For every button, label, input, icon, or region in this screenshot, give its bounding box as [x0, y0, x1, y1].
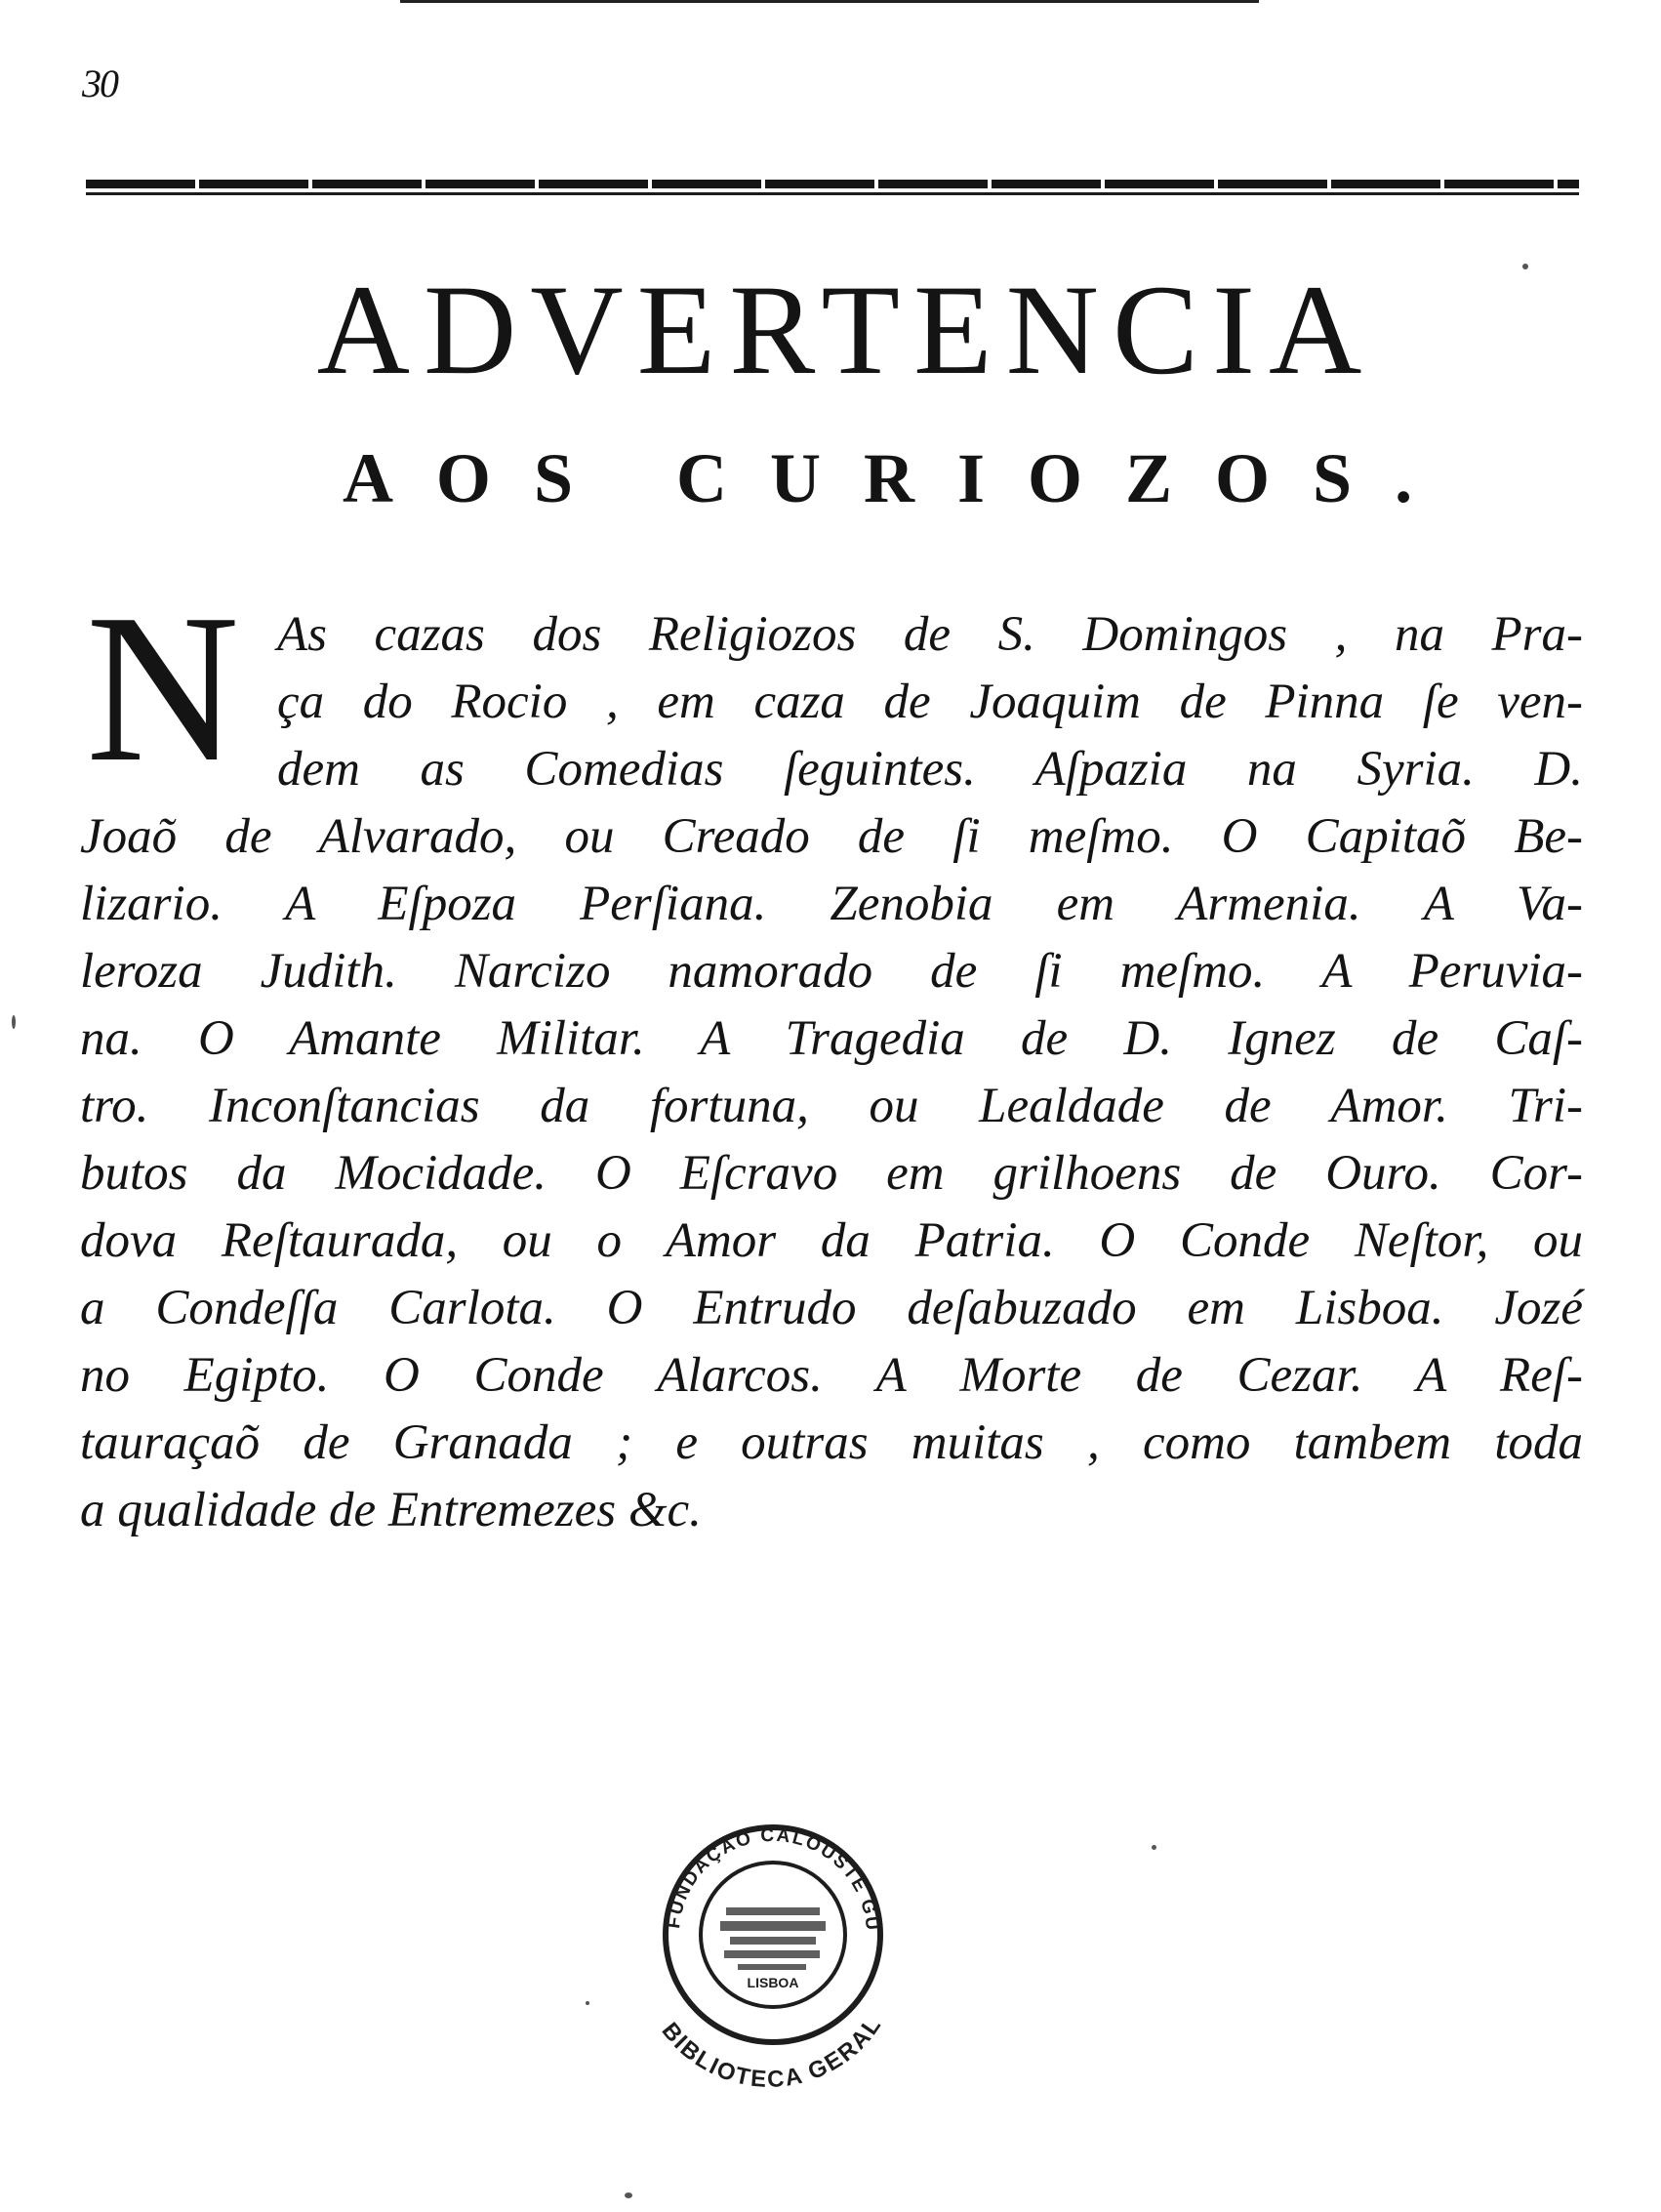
text-line: butos da Mocidade. O Eſcravo em grilhoens de Ouro. Cor- [80, 1146, 1583, 1201]
top-rule [400, 0, 1259, 3]
paper-speck [1522, 264, 1528, 269]
page-title: ADVERTENCIA [316, 258, 1376, 401]
svg-text:FUNDAÇÃO CALOUSTE GULBENKIAN [640, 1820, 882, 1933]
page-number: 30 [82, 61, 117, 105]
stamp-bottom-text: BIBLIOTECA GERAL [656, 2011, 888, 2094]
svg-text:BIBLIOTECA GERAL [657, 2012, 888, 2094]
text-line: Joaõ de Alvarado, ou Creado de ſi meſmo. O Capitaõ Be- [80, 809, 1583, 864]
text-line: dem as Comedias ſeguintes. Aſpazia na Syria. D. [277, 742, 1583, 797]
text-line: tauraçaõ de Granada ; e outras muitas , como tambem toda [80, 1415, 1583, 1470]
body-text [80, 601, 1583, 1544]
text-line: dova Reſtaurada, ou o Amor da Patria. O Conde Neſtor, ou [80, 1213, 1583, 1268]
ornamental-header-rule [86, 180, 1579, 201]
text-line: leroza Judith. Narcizo namorado de ſi meſmo. A Peruvia- [80, 944, 1583, 999]
text-line: tro. Inconſtancias da fortuna, ou Lealdade de Amor. Tri- [80, 1079, 1583, 1133]
paper-speck [625, 2192, 632, 2198]
page-subtitle: AOS CURIOZOS. [342, 439, 1456, 517]
text-line: no Egipto. O Conde Alarcos. A Morte de Cezar. A Reſ- [80, 1348, 1583, 1403]
library-stamp-seal [640, 1820, 913, 2122]
ornamental-rule-thick [86, 180, 1579, 188]
text-line: ça do Rocio , em caza de Joaquim de Pinna ſe ven- [277, 675, 1583, 729]
paper-speck [12, 1015, 16, 1029]
text-line: na. O Amante Militar. A Tragedia de D. Ignez de Caſ- [80, 1011, 1583, 1066]
text-line: As cazas dos Religiozos de S. Domingos , na Pra- [277, 607, 1583, 662]
library-stamp [640, 1820, 913, 2122]
text-line: a qualidade de Entremezes &c. [80, 1483, 702, 1537]
stamp-inner-text: LISBOA [747, 1975, 799, 1990]
paper-speck [1152, 1845, 1156, 1850]
text-line: a Condeſſa Carlota. O Entrudo deſabuzado em Lisboa. Jozé [80, 1281, 1583, 1335]
drop-cap: N [86, 571, 240, 806]
text-line: lizario. A Eſpoza Perſiana. Zenobia em Armenia. A Va- [80, 877, 1583, 931]
ornamental-rule-thin [86, 192, 1579, 195]
paper-speck [586, 2001, 589, 2005]
stamp-outer-text: FUNDAÇÃO CALOUSTE GU [664, 1824, 883, 1934]
